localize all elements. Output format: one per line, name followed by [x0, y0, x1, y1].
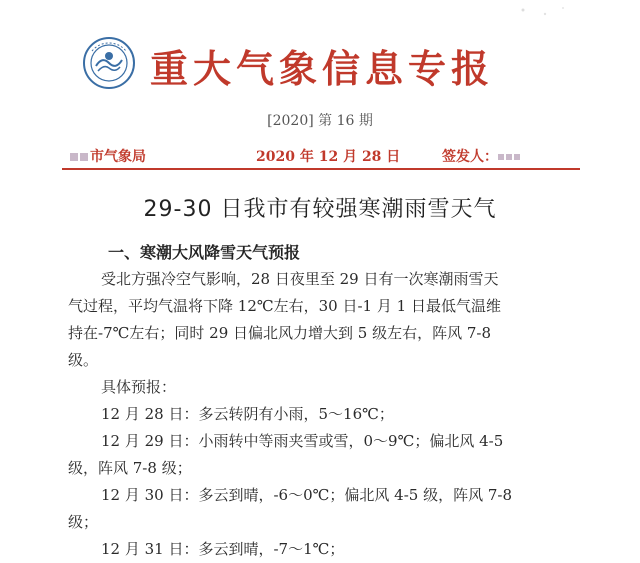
issue-date: 2020 年 12 月 28 日 — [256, 149, 401, 165]
forecast-item: 12 月 29 日：小雨转中等雨夹雪或雪，0～9℃；偏北风 4-5 级，阵风 7-8 级； — [68, 432, 504, 477]
forecast-item: 12 月 31 日：多云到晴，-7～1℃； — [101, 540, 345, 558]
issue-number: [2020] 第 16 期 — [267, 113, 373, 129]
forecast-item: 12 月 30 日：多云到晴，-6～0℃；偏北风 4-5 级，阵风 7-8 级； — [68, 486, 513, 531]
faint-marks — [515, 0, 575, 30]
redacted-signature — [498, 149, 522, 165]
article-body — [68, 266, 568, 563]
masthead-title: 重大气象信息专报 — [150, 46, 495, 91]
signer — [442, 146, 522, 166]
forecast-label: 具体预报： — [101, 378, 177, 396]
intro-line: 级。 — [68, 351, 99, 369]
signer-label: 签发人： — [442, 149, 498, 165]
meteorological-emblem-icon — [82, 36, 136, 90]
intro-line: 气过程，平均气温将下降 12℃左右，30 日-1 月 1 日最低气温维 — [68, 297, 501, 315]
issuer-text: 市气象局 — [90, 149, 146, 165]
intro-line: 受北方强冷空气影响，28 日夜里至 29 日有一次寒潮雨雪天 — [101, 270, 499, 288]
intro-line: 持在-7℃左右；同时 29 日偏北风力增大到 5 级左右，阵风 7-8 — [68, 324, 492, 342]
header-divider — [62, 168, 580, 170]
forecast-item: 12 月 28 日：多云转阴有小雨，5～16℃； — [101, 405, 394, 423]
article-title: 29-30 日我市有较强寒潮雨雪天气 — [143, 197, 497, 222]
section-heading: 一、寒潮大风降雪天气预报 — [108, 243, 301, 262]
issuer — [70, 146, 146, 166]
redacted-mark — [70, 149, 90, 165]
